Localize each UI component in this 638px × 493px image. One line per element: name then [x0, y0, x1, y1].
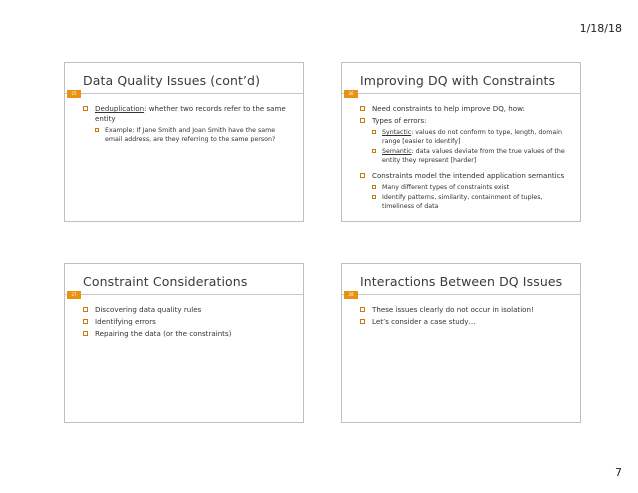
- bullet-case-study: Let’s consider a case study…: [342, 317, 580, 327]
- bullet-constraints-model: Constraints model the intended application semantics: [342, 171, 580, 181]
- slide-body: [342, 305, 580, 329]
- bullet-identifying-errors: Identifying errors: [65, 317, 303, 327]
- bullet-types-of-errors: Types of errors:: [342, 116, 580, 126]
- sub-bullet-many-types: Many different types of constraints exist: [342, 183, 580, 192]
- title-divider: [342, 93, 580, 94]
- handout-date: 1/18/18: [579, 22, 622, 35]
- slide-number-badge: 27: [67, 291, 81, 299]
- sub-bullet-identify-patterns: Identify patterns, similarity, containment of tuples, timeliness of data: [342, 193, 580, 211]
- bullet-text: : values do not conform to type, length, domain range [easier to identify]: [382, 129, 562, 145]
- slide-thumbnail-26[interactable]: [341, 62, 581, 222]
- slide-number-badge: 25: [67, 90, 81, 98]
- bullet-term: Semantic: [382, 148, 412, 155]
- bullet-deduplication: [65, 104, 303, 124]
- slide-title: Constraint Considerations: [83, 274, 248, 289]
- bullet-text: : whether two records refer to the same entity: [95, 104, 286, 123]
- title-divider: [342, 294, 580, 295]
- bullet-term: Deduplication: [95, 104, 145, 113]
- slide-title: Improving DQ with Constraints: [360, 73, 556, 88]
- slide-thumbnail-25[interactable]: [64, 62, 304, 222]
- sub-bullet-syntactic: [342, 128, 580, 146]
- bullet-not-isolation: These issues clearly do not occur in isolation!: [342, 305, 580, 315]
- sub-bullet-example: Example: If Jane Smith and Joan Smith have the same email address, are they referring to the same person?: [65, 126, 303, 144]
- slide-title: Interactions Between DQ Issues: [360, 274, 563, 289]
- slide-body: [65, 305, 303, 341]
- slide-number-badge: 26: [344, 90, 358, 98]
- slide-number-badge: 28: [344, 291, 358, 299]
- slide-title: Data Quality Issues (cont’d): [83, 73, 261, 88]
- bullet-discovering-rules: Discovering data quality rules: [65, 305, 303, 315]
- slide-body: [342, 104, 580, 212]
- slide-thumbnail-28[interactable]: [341, 263, 581, 423]
- page-number: 7: [615, 466, 622, 479]
- bullet-term: Syntactic: [382, 129, 412, 136]
- bullet-text: : data values deviate from the true values of the entity they represent [harder]: [382, 148, 565, 164]
- slide-body: [65, 104, 303, 145]
- bullet-repairing-data: Repairing the data (or the constraints): [65, 329, 303, 339]
- title-divider: [65, 294, 303, 295]
- bullet-need-constraints: Need constraints to help improve DQ, how:: [342, 104, 580, 114]
- title-divider: [65, 93, 303, 94]
- sub-bullet-semantic: [342, 147, 580, 165]
- slide-thumbnail-27[interactable]: [64, 263, 304, 423]
